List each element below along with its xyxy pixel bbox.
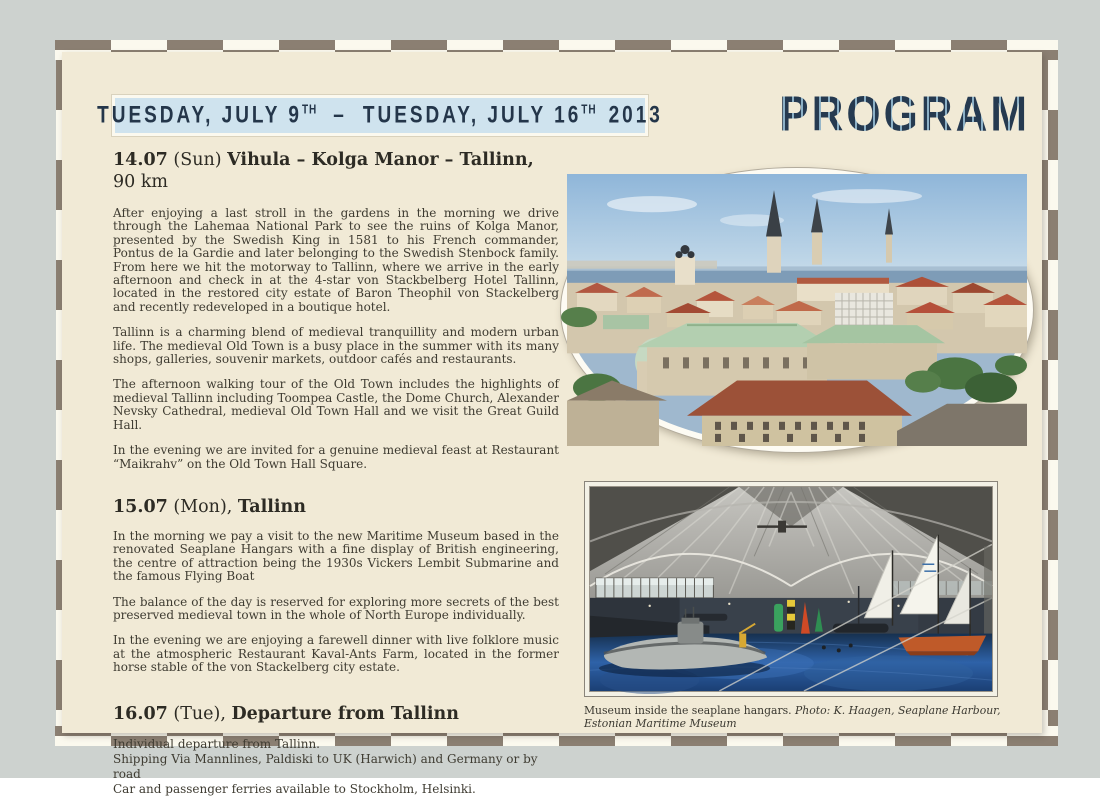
caption-text: Museum inside the seaplane hangars. bbox=[584, 704, 796, 717]
section-heading-14-07: 14.07 (Sun) Vihula – Kolga Manor – Tallinn, 90 km bbox=[113, 150, 534, 192]
tallinn-panorama-photo bbox=[561, 168, 1033, 452]
program-page bbox=[62, 52, 1042, 797]
detail-line: Individual departure from Tallinn. bbox=[113, 736, 320, 751]
section-heading-15-07: 15.07 (Mon), Tallinn bbox=[113, 496, 306, 517]
photo-caption bbox=[584, 704, 1024, 730]
itinerary-column bbox=[113, 149, 559, 797]
detail-line: Shipping Via Mannlines, Paldiski to UK (Harwich) and Germany or by road bbox=[113, 751, 538, 781]
paragraph: In the evening we are invited for a genuine medieval feast at Restaurant “Maikrahv” on the Old Town Hall Square. bbox=[113, 443, 559, 471]
departure-details bbox=[113, 737, 559, 797]
date-range-text: TUESDAY, JULY 9TH – TUESDAY, JULY 16TH 2013 bbox=[97, 101, 663, 129]
paragraph: In the morning we pay a visit to the new Maritime Museum based in the renovated Seaplane Hangars with a fine display of British engineering, the centre of attraction being the 1930s Vickers Lembit Submarine and the famous Flying Boat bbox=[113, 528, 559, 584]
page-title: PROGRAM bbox=[779, 86, 1030, 142]
paragraph: The balance of the day is reserved for exploring more secrets of the best preserved medieval town in the whole of North Europe individually. bbox=[113, 594, 559, 622]
paragraph: After enjoying a last stroll in the gardens in the morning we drive through the Lahemaa National Park to see the ruins of Kolga Manor, presented by the Swedish King in 1581 to his French commander, Pontus de la Gardie and later belonging to the Swedish Stenbock family. From here we hit the motorway to Tallinn, where we arrive in the early afternoon and check in at the 4-star von Stackbelberg Hotel Tallinn, located in the restored city estate of Baron Theophil von Stackelberg and recently redeveloped in a boutique hotel. bbox=[113, 206, 559, 314]
caption-credit: Photo: K. Haagen, Seaplane Harbour, Estonian Maritime Museum bbox=[584, 704, 1001, 730]
date-range-banner bbox=[97, 95, 663, 136]
paragraph: The afternoon walking tour of the Old Town includes the highlights of medieval Tallinn including Toompea Castle, the Dome Church, Alexander Nevsky Cathedral, medieval Old Town Hall and we visit the Great Guild Hall. bbox=[113, 377, 559, 432]
hangar-photo-frame bbox=[584, 481, 998, 697]
tallinn-photo-image bbox=[567, 174, 1027, 446]
section-heading-16-07: 16.07 (Tue), Departure from Tallinn bbox=[113, 703, 459, 724]
paragraph: In the evening we are enjoying a farewell dinner with live folklore music at the atmospheric Restaurant Kaval-Ants Farm, located in the former horse stable of the von Stackelberg city estate. bbox=[113, 633, 559, 675]
hangar-photo bbox=[589, 486, 993, 692]
hangar-photo-image bbox=[590, 487, 992, 691]
paragraph: Tallinn is a charming blend of medieval tranquillity and modern urban life. The medieval Old Town is a busy place in the summer with its many shops, galleries, souvenir markets, outdoor cafés and restaurants. bbox=[113, 325, 559, 367]
detail-line: Car and passenger ferries available to Stockholm, Helsinki. bbox=[113, 782, 476, 797]
